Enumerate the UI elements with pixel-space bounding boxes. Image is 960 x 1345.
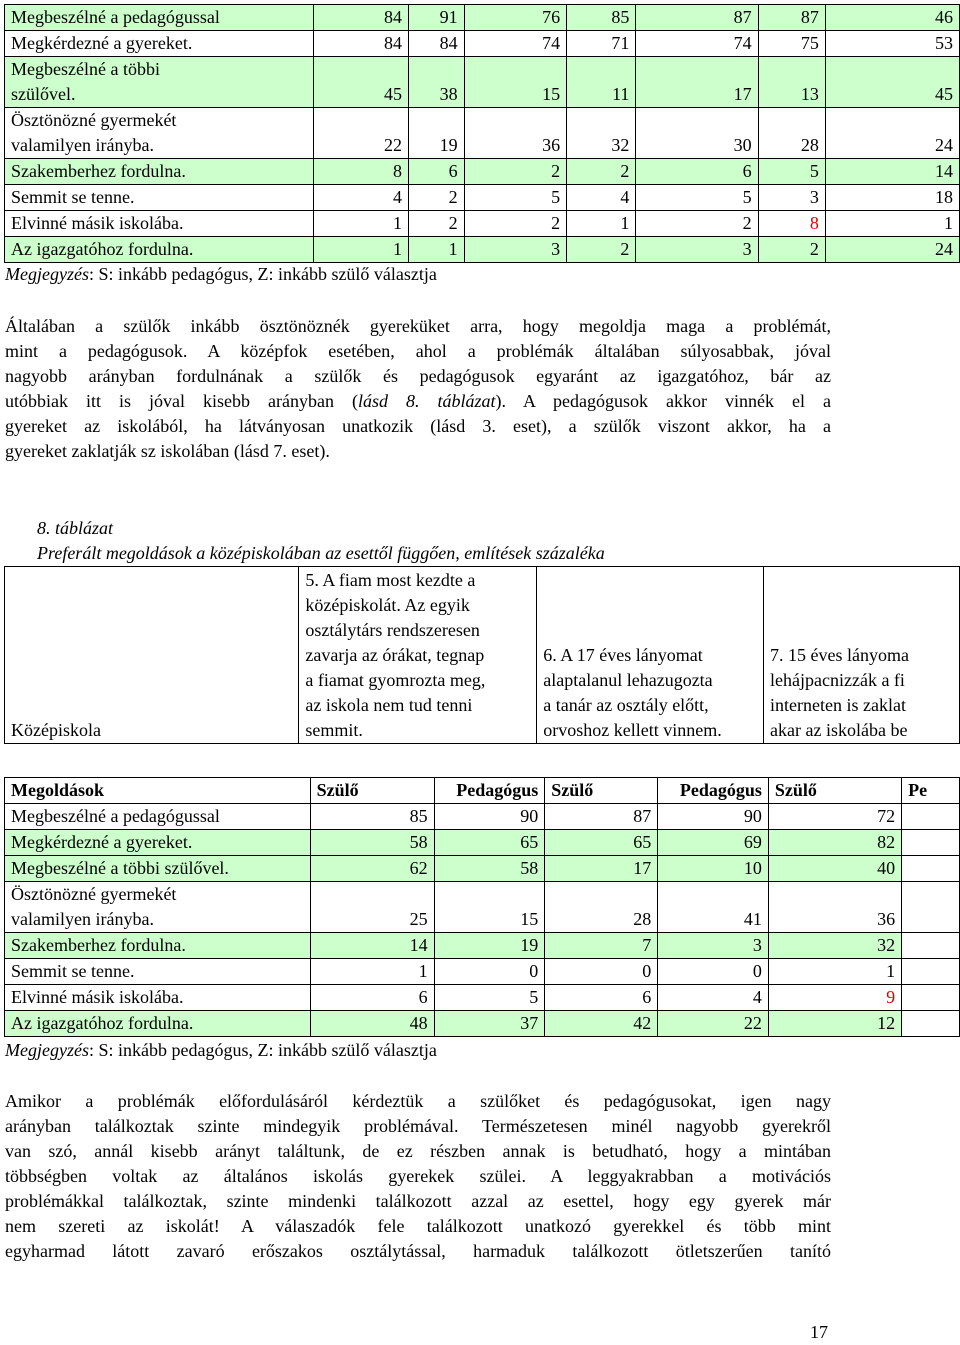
table-cell: 75 bbox=[758, 31, 825, 57]
table-2-header bbox=[4, 566, 960, 744]
table-row bbox=[5, 5, 960, 31]
table-cell: 40 bbox=[768, 856, 901, 882]
case-text-line: semmit. bbox=[305, 720, 363, 740]
table-cell: 84 bbox=[409, 31, 465, 57]
paragraph-line: mint a pedagógusok. A középfok esetében, ahol a problémák általában súlyosabbak, jóval bbox=[5, 341, 831, 361]
table-2 bbox=[4, 777, 960, 1037]
table-cell: 2 bbox=[409, 211, 465, 237]
table-row bbox=[5, 1011, 960, 1037]
case-text-line: a tanár az osztály előtt, bbox=[543, 695, 709, 715]
table-cell: 62 bbox=[310, 856, 434, 882]
row-label-line: Elvinné másik iskolába. bbox=[11, 213, 184, 233]
table-cell: 69 bbox=[658, 830, 769, 856]
table-cell: 1 bbox=[409, 237, 465, 263]
row-label bbox=[5, 159, 314, 185]
paragraph-line: Amikor a problémák előfordulásáról kérdeztük a szülőket és pedagógusokat, igen nagy bbox=[5, 1091, 831, 1111]
case-text-line: a fiamat gyomrozta meg, bbox=[305, 670, 486, 690]
header-case-5 bbox=[299, 567, 537, 744]
table-cell: 1 bbox=[314, 237, 409, 263]
table-cell: 14 bbox=[310, 933, 434, 959]
case-text-line: az iskola nem tud tenni bbox=[305, 695, 473, 715]
paragraph-1 bbox=[5, 314, 831, 464]
row-label-line: Az igazgatóhoz fordulna. bbox=[11, 239, 194, 259]
table-cell-empty bbox=[902, 830, 960, 856]
case-text-line: osztálytárs rendszeresen bbox=[305, 620, 480, 640]
table-cell: 12 bbox=[768, 1011, 901, 1037]
table-cell: 19 bbox=[434, 933, 545, 959]
table-cell-empty bbox=[902, 933, 960, 959]
table-cell: 4 bbox=[658, 985, 769, 1011]
table-cell: 5 bbox=[758, 159, 825, 185]
table-cell: 45 bbox=[314, 57, 409, 108]
note-text: : S: inkább pedagógus, Z: inkább szülő választja bbox=[88, 264, 437, 284]
table-cell: 0 bbox=[545, 959, 658, 985]
table-cell: 13 bbox=[758, 57, 825, 108]
table-cell: 71 bbox=[567, 31, 636, 57]
table-cell: 36 bbox=[464, 108, 567, 159]
table-row bbox=[5, 882, 960, 933]
table-cell: 0 bbox=[658, 959, 769, 985]
row-label bbox=[5, 830, 311, 856]
table-cell: 1 bbox=[768, 959, 901, 985]
table-cell: 87 bbox=[636, 5, 758, 31]
table-cell: 24 bbox=[825, 237, 959, 263]
row-label-line: Megbeszélné a többi bbox=[11, 59, 160, 79]
table-cell: 32 bbox=[567, 108, 636, 159]
row-label-line: Megbeszélné a pedagógussal bbox=[11, 806, 220, 826]
table-cell: 4 bbox=[567, 185, 636, 211]
row-label bbox=[5, 985, 311, 1011]
case-text-line: alaptalanul lehazugozta bbox=[543, 670, 713, 690]
note-text: : S: inkább pedagógus, Z: inkább szülő választja bbox=[88, 1040, 437, 1060]
row-label-line: Az igazgatóhoz fordulna. bbox=[11, 1013, 194, 1033]
row-label-line: Ösztönözné gyermekét bbox=[11, 110, 177, 130]
table-row bbox=[5, 31, 960, 57]
table-cell: 3 bbox=[658, 933, 769, 959]
table-cell: 84 bbox=[314, 5, 409, 31]
table-cell: 36 bbox=[768, 882, 901, 933]
table-cell: 11 bbox=[567, 57, 636, 108]
caption-title: Preferált megoldások a középiskolában az esettől függően, említések százaléka bbox=[37, 543, 605, 563]
table-cell: 3 bbox=[758, 185, 825, 211]
row-label-line: Szakemberhez fordulna. bbox=[11, 935, 186, 955]
table-cell: 72 bbox=[768, 804, 901, 830]
table-row bbox=[5, 804, 960, 830]
column-header: Pedagógus bbox=[434, 778, 545, 804]
row-label bbox=[5, 933, 311, 959]
paragraph-line bbox=[5, 389, 831, 414]
row-label-line: Szakemberhez fordulna. bbox=[11, 161, 186, 181]
row-label bbox=[5, 185, 314, 211]
table-row bbox=[5, 856, 960, 882]
table-1 bbox=[4, 4, 960, 263]
table-cell-empty bbox=[902, 959, 960, 985]
paragraph-2 bbox=[5, 1089, 831, 1264]
row-label-line: Megkérdezné a gyereket. bbox=[11, 832, 193, 852]
table-row bbox=[5, 108, 960, 159]
row-label bbox=[5, 237, 314, 263]
table-cell: 65 bbox=[545, 830, 658, 856]
table-cell: 30 bbox=[636, 108, 758, 159]
table-reference: lásd 8. táblázat bbox=[357, 391, 496, 411]
column-header: Szülő bbox=[545, 778, 658, 804]
table-cell: 7 bbox=[545, 933, 658, 959]
table-cell: 2 bbox=[464, 159, 567, 185]
table-cell: 6 bbox=[310, 985, 434, 1011]
row-label bbox=[5, 856, 311, 882]
table-header-row bbox=[5, 778, 960, 804]
table-cell: 6 bbox=[636, 159, 758, 185]
table-cell: 82 bbox=[768, 830, 901, 856]
row-label-line: Megbeszélné a többi szülővel. bbox=[11, 858, 229, 878]
paragraph-line: Általában a szülők inkább ösztönöznék gyereküket arra, hogy megoldja maga a problémát, bbox=[5, 316, 831, 336]
table-cell: 48 bbox=[310, 1011, 434, 1037]
header-school-level: Középiskola bbox=[5, 567, 299, 744]
table-2-caption-title bbox=[37, 541, 605, 566]
table-cell: 87 bbox=[758, 5, 825, 31]
column-header: Szülő bbox=[768, 778, 901, 804]
table-cell: 5 bbox=[434, 985, 545, 1011]
table-cell: 28 bbox=[545, 882, 658, 933]
paragraph-line: gyereket zaklatják sz iskolában (lásd 7. eset). bbox=[5, 441, 330, 461]
table-cell: 76 bbox=[464, 5, 567, 31]
table-cell: 4 bbox=[314, 185, 409, 211]
table-cell-empty bbox=[902, 985, 960, 1011]
table-cell: 2 bbox=[567, 237, 636, 263]
paragraph-line: arányban találkoztak szinte mindegyik problémával. Természetesen minél nagyobb gyerekről bbox=[5, 1116, 831, 1136]
table-1-note bbox=[5, 262, 437, 287]
paragraph-line: egyharmad látott zavaró erőszakos osztálytással, harmaduk találkozott ötletszerűen tanító bbox=[5, 1241, 831, 1261]
row-label-line: Elvinné másik iskolába. bbox=[11, 987, 184, 1007]
table-cell: 74 bbox=[636, 31, 758, 57]
table-cell: 17 bbox=[545, 856, 658, 882]
row-label bbox=[5, 108, 314, 159]
row-label-line: Megkérdezné a gyereket. bbox=[11, 33, 193, 53]
paragraph-line: többségben voltak az általános iskolás gyerekek szülei. A leggyakrabban a motivációs bbox=[5, 1166, 831, 1186]
table-2-caption-number bbox=[37, 516, 113, 541]
row-label bbox=[5, 57, 314, 108]
caption-number: 8. táblázat bbox=[37, 518, 114, 538]
table-cell-empty bbox=[902, 856, 960, 882]
note-prefix: Megjegyzés bbox=[5, 264, 89, 284]
table-cell: 1 bbox=[310, 959, 434, 985]
header-case-7 bbox=[764, 567, 960, 744]
table-cell: 90 bbox=[658, 804, 769, 830]
paragraph-line: nem szereti az iskolát! A válaszadók fele találkozott unatkozó gyerekkel és több mint bbox=[5, 1216, 831, 1236]
table-2-note bbox=[5, 1038, 437, 1063]
row-label bbox=[5, 31, 314, 57]
table-cell: 10 bbox=[658, 856, 769, 882]
page-number: 17 bbox=[810, 1322, 828, 1342]
table-cell: 5 bbox=[636, 185, 758, 211]
case-text-line: zavarja az órákat, tegnap bbox=[305, 645, 485, 665]
paragraph-line: problémákkal találkoztak, szinte mindenki találkozott azzal az esettel, hogy egy gyerek már bbox=[5, 1191, 831, 1211]
case-text-line: interneten is zaklat bbox=[770, 695, 906, 715]
table-row bbox=[5, 830, 960, 856]
table-cell: 87 bbox=[545, 804, 658, 830]
table-cell: 1 bbox=[567, 211, 636, 237]
table-cell-empty bbox=[902, 882, 960, 933]
table-cell: 3 bbox=[636, 237, 758, 263]
table-cell: 37 bbox=[434, 1011, 545, 1037]
paragraph-line: van szó, annál kisebb arányt találtunk, de ez részben annak is betudható, hogy a mintában bbox=[5, 1141, 831, 1161]
table-cell: 22 bbox=[658, 1011, 769, 1037]
table-cell: 14 bbox=[825, 159, 959, 185]
table-row bbox=[5, 959, 960, 985]
table-cell: 91 bbox=[409, 5, 465, 31]
table-cell: 58 bbox=[434, 856, 545, 882]
table-cell: 2 bbox=[636, 211, 758, 237]
row-label-line: Semmit se tenne. bbox=[11, 187, 135, 207]
table-cell: 28 bbox=[758, 108, 825, 159]
paragraph-fragment: ). A pedagógusok akkor vinnék el a bbox=[495, 391, 831, 411]
table-cell: 0 bbox=[434, 959, 545, 985]
table-cell: 41 bbox=[658, 882, 769, 933]
paragraph-line: nagyobb arányban fordulnának a szülők és pedagógusok egyaránt az igazgatóhoz, bár az bbox=[5, 366, 831, 386]
table-row bbox=[5, 185, 960, 211]
row-label bbox=[5, 882, 311, 933]
row-label-line: Ösztönözné gyermekét bbox=[11, 884, 177, 904]
table-cell: 2 bbox=[409, 185, 465, 211]
table-cell: 8 bbox=[758, 211, 825, 237]
row-label-line: szülővel. bbox=[11, 84, 76, 104]
paragraph-fragment: utóbbiak itt is jóval kisebb arányban ( bbox=[5, 391, 358, 411]
table-cell: 5 bbox=[464, 185, 567, 211]
table-cell: 6 bbox=[409, 159, 465, 185]
table-cell: 85 bbox=[310, 804, 434, 830]
table-cell: 17 bbox=[636, 57, 758, 108]
row-label bbox=[5, 804, 311, 830]
table-row bbox=[5, 211, 960, 237]
table-cell: 85 bbox=[567, 5, 636, 31]
table-cell: 24 bbox=[825, 108, 959, 159]
table-cell: 3 bbox=[464, 237, 567, 263]
table-cell: 45 bbox=[825, 57, 959, 108]
row-label bbox=[5, 5, 314, 31]
table-cell: 15 bbox=[434, 882, 545, 933]
column-header: Pe bbox=[902, 778, 960, 804]
table-cell: 38 bbox=[409, 57, 465, 108]
table-cell: 90 bbox=[434, 804, 545, 830]
table-cell: 58 bbox=[310, 830, 434, 856]
row-label bbox=[5, 211, 314, 237]
table-cell: 6 bbox=[545, 985, 658, 1011]
column-header: Szülő bbox=[310, 778, 434, 804]
case-text-line: lehájpacnizzák a fi bbox=[770, 670, 905, 690]
column-header: Megoldások bbox=[5, 778, 311, 804]
table-cell: 9 bbox=[768, 985, 901, 1011]
case-text-line: orvoshoz kellett vinnem. bbox=[543, 720, 722, 740]
table-cell: 74 bbox=[464, 31, 567, 57]
table-row bbox=[5, 985, 960, 1011]
table-cell: 15 bbox=[464, 57, 567, 108]
table-cell: 1 bbox=[825, 211, 959, 237]
table-cell: 1 bbox=[314, 211, 409, 237]
table-row bbox=[5, 237, 960, 263]
table-cell: 53 bbox=[825, 31, 959, 57]
table-cell: 2 bbox=[464, 211, 567, 237]
row-label-line: Megbeszélné a pedagógussal bbox=[11, 7, 220, 27]
table-cell: 32 bbox=[768, 933, 901, 959]
table-cell: 42 bbox=[545, 1011, 658, 1037]
table-cell: 22 bbox=[314, 108, 409, 159]
case-text-line: 7. 15 éves lányoma bbox=[770, 645, 909, 665]
table-cell: 18 bbox=[825, 185, 959, 211]
row-label-line: Semmit se tenne. bbox=[11, 961, 135, 981]
table-cell: 65 bbox=[434, 830, 545, 856]
case-text-line: 6. A 17 éves lányomat bbox=[543, 645, 703, 665]
case-text-line: középiskolát. Az egyik bbox=[305, 595, 470, 615]
table-cell: 8 bbox=[314, 159, 409, 185]
column-header: Pedagógus bbox=[658, 778, 769, 804]
table-cell-empty bbox=[902, 804, 960, 830]
note-prefix: Megjegyzés bbox=[5, 1040, 89, 1060]
row-label bbox=[5, 959, 311, 985]
table-row bbox=[5, 57, 960, 108]
table-cell: 2 bbox=[567, 159, 636, 185]
table-cell: 2 bbox=[758, 237, 825, 263]
row-label-line: valamilyen irányba. bbox=[11, 909, 154, 929]
row-label bbox=[5, 1011, 311, 1037]
case-text-line: 5. A fiam most kezdte a bbox=[305, 570, 476, 590]
table-row bbox=[5, 933, 960, 959]
table-cell: 84 bbox=[314, 31, 409, 57]
table-cell: 25 bbox=[310, 882, 434, 933]
table-row bbox=[5, 159, 960, 185]
paragraph-line: gyereket az iskolából, ha látványosan unatkozik (lásd 3. eset), a szülők viszont akkor, ha a bbox=[5, 416, 831, 436]
table-cell: 19 bbox=[409, 108, 465, 159]
row-label-line: valamilyen irányba. bbox=[11, 135, 154, 155]
header-case-6 bbox=[537, 567, 764, 744]
table-cell-empty bbox=[902, 1011, 960, 1037]
table-cell: 46 bbox=[825, 5, 959, 31]
case-text-line: akar az iskolába be bbox=[770, 720, 908, 740]
